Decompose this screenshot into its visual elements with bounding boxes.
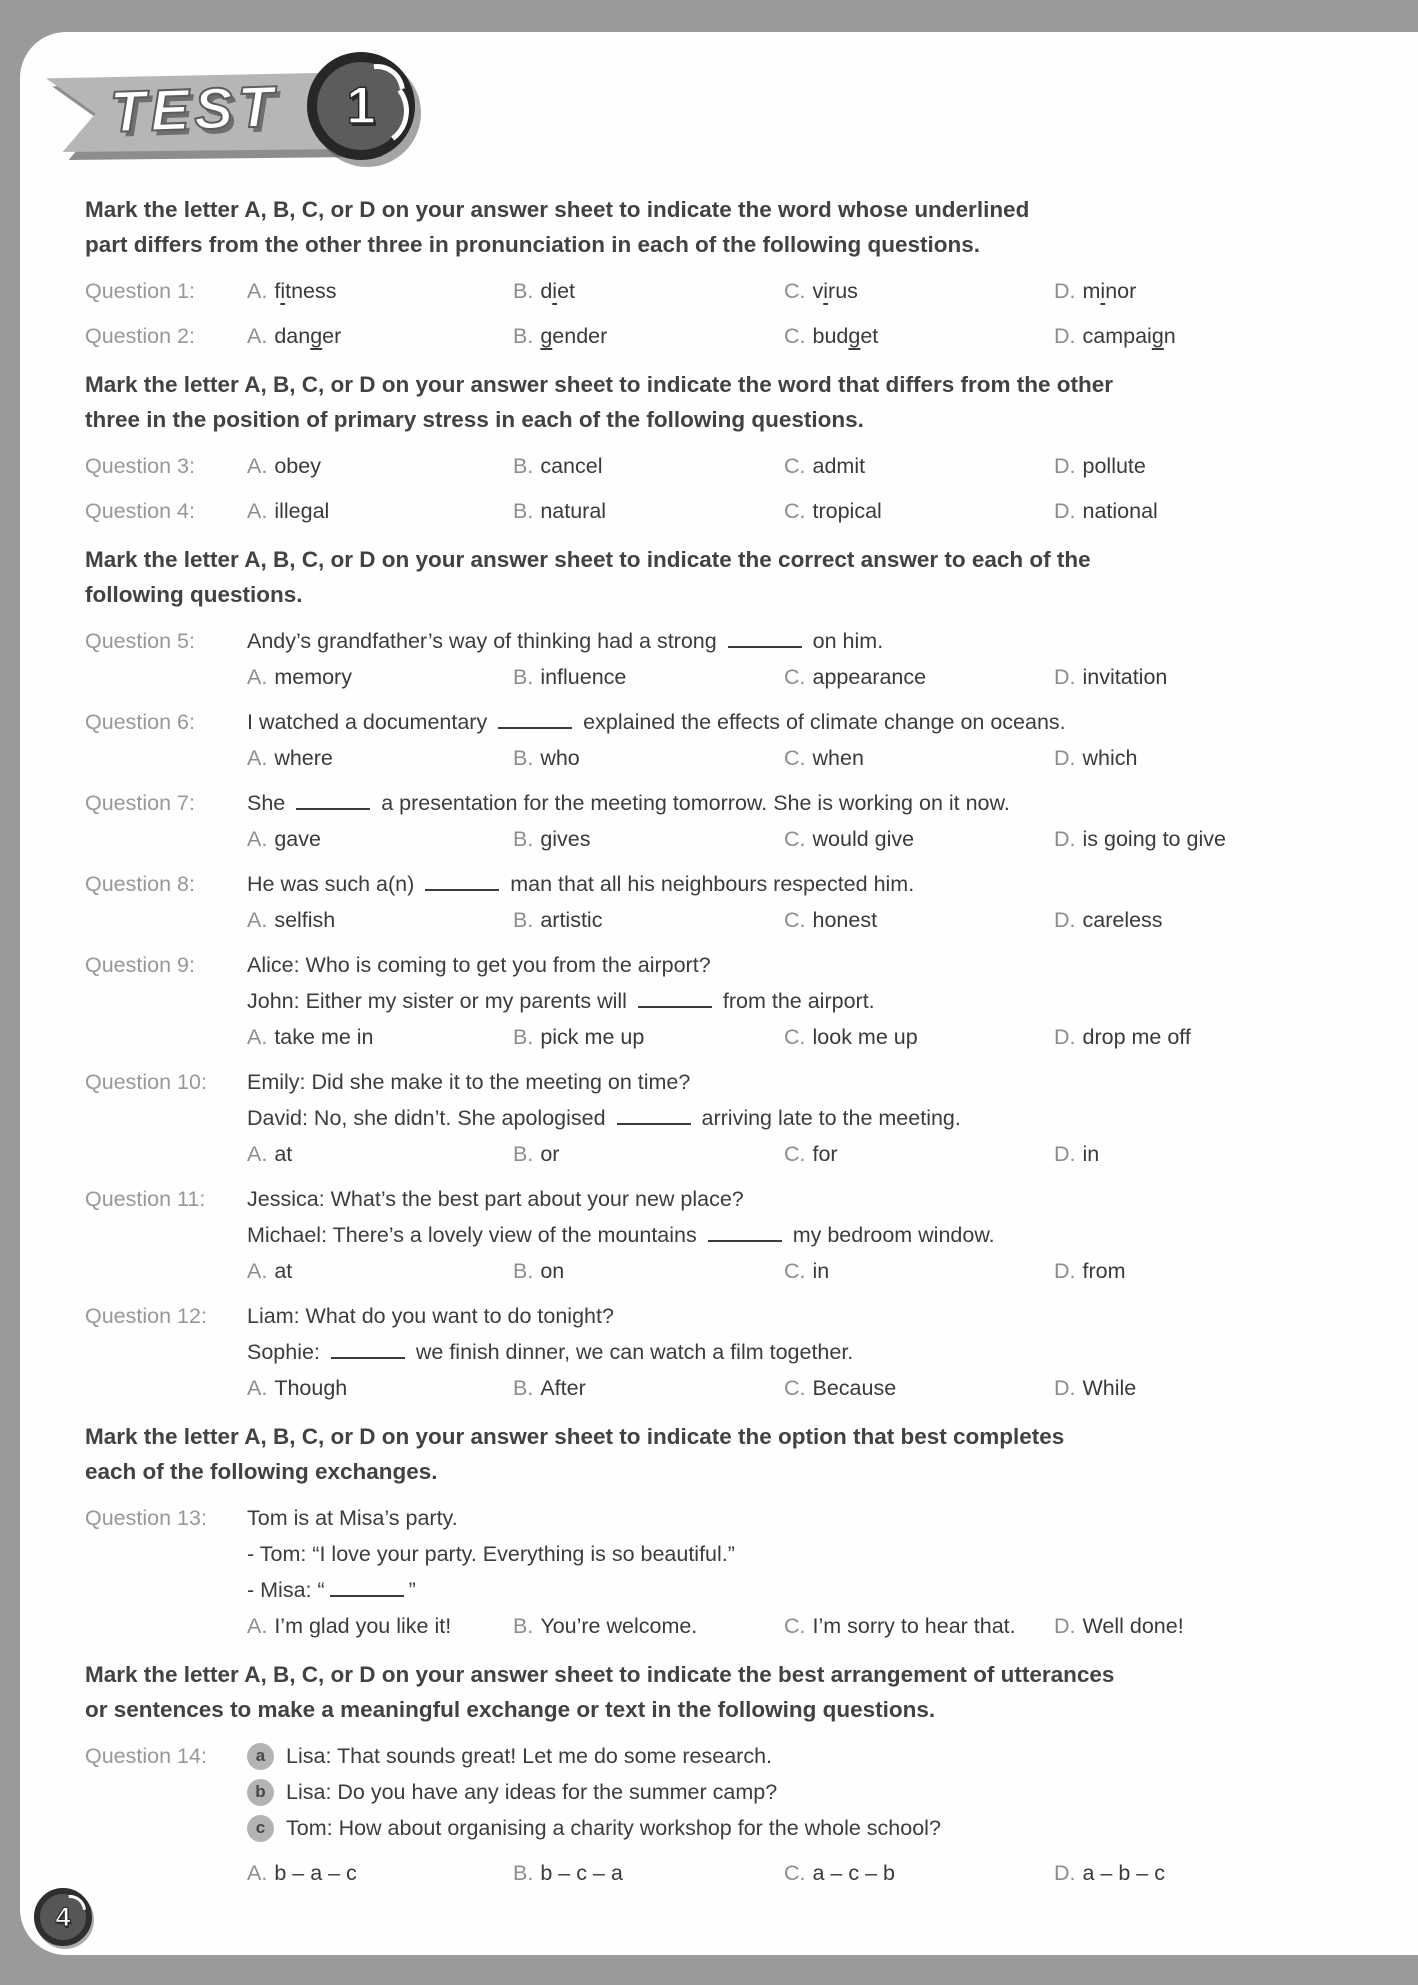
option-a bbox=[247, 448, 513, 484]
item-text: Lisa: That sounds great! Let me do some research. bbox=[286, 1744, 773, 1768]
banner-title: TEST bbox=[108, 74, 280, 145]
option-text: at bbox=[274, 1259, 293, 1283]
option-c bbox=[784, 448, 1054, 484]
option-text: natural bbox=[540, 499, 607, 523]
question-body bbox=[247, 273, 1370, 309]
question-block bbox=[85, 318, 1370, 354]
option-b bbox=[513, 1019, 784, 1055]
option-a bbox=[247, 273, 513, 309]
question-block bbox=[85, 448, 1370, 484]
underlined-letter: i bbox=[1100, 279, 1106, 303]
option-text: You’re welcome. bbox=[540, 1614, 698, 1638]
question-label: Question 4: bbox=[85, 499, 195, 523]
question-label: Question 10: bbox=[85, 1070, 207, 1094]
question-body bbox=[247, 1738, 1370, 1891]
option-letter: C. bbox=[784, 746, 806, 770]
underlined-letter: g bbox=[310, 324, 323, 348]
question-line: He was such a(n) man that all his neighbours respected him. bbox=[247, 872, 915, 896]
option-letter: D. bbox=[1054, 1025, 1076, 1049]
option-b bbox=[513, 740, 784, 776]
question-line: Liam: What do you want to do tonight? bbox=[247, 1304, 614, 1328]
question-label: Question 7: bbox=[85, 791, 195, 815]
option-text: which bbox=[1082, 746, 1138, 770]
question-body bbox=[247, 318, 1370, 354]
option-text: admit bbox=[812, 454, 866, 478]
option-b bbox=[513, 318, 784, 354]
question-block bbox=[85, 1064, 1370, 1172]
option-text: memory bbox=[274, 665, 352, 689]
option-letter: C. bbox=[784, 665, 806, 689]
option-letter: B. bbox=[513, 665, 534, 689]
option-d bbox=[1054, 1253, 1370, 1289]
option-text: honest bbox=[812, 908, 878, 932]
option-text: from bbox=[1082, 1259, 1126, 1283]
option-c bbox=[784, 493, 1054, 529]
question-body bbox=[247, 947, 1370, 1055]
option-letter: A. bbox=[247, 827, 268, 851]
instruction-line: part differs from the other three in pronunciation in each of the following questions. bbox=[85, 232, 981, 257]
options-row bbox=[247, 493, 1370, 529]
answer-blank bbox=[498, 712, 572, 729]
option-a bbox=[247, 1370, 513, 1406]
option-letter: C. bbox=[784, 499, 806, 523]
instruction-line: or sentences to make a meaningful exchange or text in the following questions. bbox=[85, 1697, 936, 1722]
answer-blank bbox=[331, 1342, 405, 1359]
options-row bbox=[247, 1253, 1370, 1289]
option-d bbox=[1054, 493, 1370, 529]
question-label: Question 8: bbox=[85, 872, 195, 896]
option-letter: B. bbox=[513, 1614, 534, 1638]
instruction-line: three in the position of primary stress in each of the following questions. bbox=[85, 407, 864, 432]
option-text: for bbox=[812, 1142, 838, 1166]
option-b bbox=[513, 1370, 784, 1406]
option-d bbox=[1054, 740, 1370, 776]
test-banner bbox=[44, 52, 484, 172]
option-letter: B. bbox=[513, 1259, 534, 1283]
option-letter: A. bbox=[247, 746, 268, 770]
option-a bbox=[247, 1136, 513, 1172]
option-letter: A. bbox=[247, 665, 268, 689]
option-text: tropical bbox=[812, 499, 882, 523]
option-a bbox=[247, 1019, 513, 1055]
question-body bbox=[247, 1298, 1370, 1406]
option-text: careless bbox=[1082, 908, 1163, 932]
option-letter: A. bbox=[247, 454, 268, 478]
option-text: invitation bbox=[1082, 665, 1168, 689]
option-c bbox=[784, 273, 1054, 309]
utterance-item bbox=[247, 1738, 1370, 1774]
underlined-letter: i bbox=[280, 279, 286, 303]
option-a bbox=[247, 1608, 513, 1644]
option-letter: C. bbox=[784, 279, 806, 303]
question-block bbox=[85, 947, 1370, 1055]
instruction-line: Mark the letter A, B, C, or D on your answer sheet to indicate the correct answer to each of the bbox=[85, 547, 1091, 572]
option-letter: B. bbox=[513, 499, 534, 523]
option-c bbox=[784, 740, 1054, 776]
question-label: Question 12: bbox=[85, 1304, 207, 1328]
question-label: Question 6: bbox=[85, 710, 195, 734]
option-text: look me up bbox=[812, 1025, 918, 1049]
option-d bbox=[1054, 448, 1370, 484]
options-row bbox=[247, 448, 1370, 484]
underlined-letter: i bbox=[552, 279, 558, 303]
option-b bbox=[513, 493, 784, 529]
option-letter: D. bbox=[1054, 908, 1076, 932]
question-label: Question 2: bbox=[85, 324, 195, 348]
option-letter: A. bbox=[247, 1376, 268, 1400]
option-letter: C. bbox=[784, 324, 806, 348]
option-text: I’m sorry to hear that. bbox=[812, 1614, 1016, 1638]
options-row bbox=[247, 1019, 1370, 1055]
option-text: budget bbox=[812, 324, 879, 348]
question-body bbox=[247, 704, 1370, 776]
option-d bbox=[1054, 1136, 1370, 1172]
option-letter: B. bbox=[513, 1025, 534, 1049]
answer-blank bbox=[728, 631, 802, 648]
item-text: Tom: How about organising a charity workshop for the whole school? bbox=[286, 1816, 941, 1840]
option-text: would give bbox=[812, 827, 915, 851]
option-letter: B. bbox=[513, 454, 534, 478]
option-letter: A. bbox=[247, 1142, 268, 1166]
option-c bbox=[784, 1136, 1054, 1172]
option-letter: D. bbox=[1054, 1376, 1076, 1400]
utterance-item bbox=[247, 1774, 1370, 1810]
page-card bbox=[20, 32, 1418, 1955]
question-line: - Tom: “I love your party. Everything is so beautiful.” bbox=[247, 1542, 735, 1566]
option-text: drop me off bbox=[1082, 1025, 1191, 1049]
question-block bbox=[85, 1298, 1370, 1406]
options-row bbox=[247, 1136, 1370, 1172]
option-text: at bbox=[274, 1142, 293, 1166]
option-letter: D. bbox=[1054, 324, 1076, 348]
option-letter: B. bbox=[513, 908, 534, 932]
option-letter: D. bbox=[1054, 665, 1076, 689]
item-text: Lisa: Do you have any ideas for the summer camp? bbox=[286, 1780, 778, 1804]
question-block bbox=[85, 866, 1370, 938]
option-text: influence bbox=[540, 665, 627, 689]
option-text: gender bbox=[540, 324, 608, 348]
option-letter: A. bbox=[247, 324, 268, 348]
option-text: when bbox=[812, 746, 864, 770]
options-row bbox=[247, 1855, 1370, 1891]
question-body bbox=[247, 1500, 1370, 1644]
option-d bbox=[1054, 659, 1370, 695]
option-letter: D. bbox=[1054, 454, 1076, 478]
option-letter: D. bbox=[1054, 1259, 1076, 1283]
page-number-badge bbox=[34, 1888, 92, 1946]
question-label: Question 11: bbox=[85, 1187, 206, 1211]
test-number-badge bbox=[307, 52, 415, 160]
instruction-line: Mark the letter A, B, C, or D on your answer sheet to indicate the word that differs from the other bbox=[85, 372, 1114, 397]
instruction-line: Mark the letter A, B, C, or D on your answer sheet to indicate the word whose underlined bbox=[85, 197, 1030, 222]
option-a bbox=[247, 1855, 513, 1891]
option-b bbox=[513, 273, 784, 309]
question-line: John: Either my sister or my parents will from the airport. bbox=[247, 989, 875, 1013]
option-letter: B. bbox=[513, 1861, 534, 1885]
option-b bbox=[513, 1136, 784, 1172]
option-letter: D. bbox=[1054, 746, 1076, 770]
question-label: Question 13: bbox=[85, 1506, 207, 1530]
option-letter: C. bbox=[784, 454, 806, 478]
option-letter: B. bbox=[513, 827, 534, 851]
option-text: national bbox=[1082, 499, 1158, 523]
option-text: a – c – b bbox=[812, 1861, 895, 1885]
option-letter: D. bbox=[1054, 1861, 1076, 1885]
option-text: pollute bbox=[1082, 454, 1146, 478]
question-label: Question 9: bbox=[85, 953, 195, 977]
instruction-block bbox=[85, 542, 1370, 612]
option-b bbox=[513, 902, 784, 938]
option-letter: B. bbox=[513, 279, 534, 303]
option-text: gives bbox=[540, 827, 591, 851]
option-text: After bbox=[540, 1376, 586, 1400]
option-b bbox=[513, 821, 784, 857]
options-row bbox=[247, 1608, 1370, 1644]
option-letter: D. bbox=[1054, 1614, 1076, 1638]
question-body bbox=[247, 785, 1370, 857]
question-block bbox=[85, 493, 1370, 529]
instruction-block bbox=[85, 367, 1370, 437]
option-letter: C. bbox=[784, 827, 806, 851]
question-line: Sophie: we finish dinner, we can watch a film together. bbox=[247, 1340, 854, 1364]
options-row bbox=[247, 318, 1370, 354]
option-a bbox=[247, 821, 513, 857]
option-text: campaign bbox=[1082, 324, 1176, 348]
question-label: Question 5: bbox=[85, 629, 195, 653]
option-text: b – a – c bbox=[274, 1861, 357, 1885]
question-body bbox=[247, 448, 1370, 484]
option-text: where bbox=[274, 746, 333, 770]
question-block bbox=[85, 1500, 1370, 1644]
option-letter: C. bbox=[784, 1259, 806, 1283]
question-block bbox=[85, 785, 1370, 857]
option-letter: A. bbox=[247, 908, 268, 932]
option-text: Because bbox=[812, 1376, 897, 1400]
underlined-letter: i bbox=[823, 279, 829, 303]
option-letter: D. bbox=[1054, 827, 1076, 851]
option-letter: A. bbox=[247, 1025, 268, 1049]
answer-blank bbox=[330, 1580, 404, 1597]
option-text: on bbox=[540, 1259, 565, 1283]
question-line: Emily: Did she make it to the meeting on time? bbox=[247, 1070, 691, 1094]
option-text: b – c – a bbox=[540, 1861, 623, 1885]
option-letter: D. bbox=[1054, 279, 1076, 303]
option-letter: A. bbox=[247, 1861, 268, 1885]
option-c bbox=[784, 1019, 1054, 1055]
options-row bbox=[247, 902, 1370, 938]
item-chip-b: b bbox=[247, 1779, 274, 1806]
option-d bbox=[1054, 821, 1370, 857]
instruction-line: Mark the letter A, B, C, or D on your answer sheet to indicate the best arrangement of utterances bbox=[85, 1662, 1115, 1687]
option-c bbox=[784, 821, 1054, 857]
option-text: Well done! bbox=[1082, 1614, 1184, 1638]
page-number: 4 bbox=[55, 1901, 71, 1932]
question-line: David: No, she didn’t. She apologised arriving late to the meeting. bbox=[247, 1106, 961, 1130]
option-letter: C. bbox=[784, 1861, 806, 1885]
question-label: Question 3: bbox=[85, 454, 195, 478]
question-body bbox=[247, 866, 1370, 938]
utterance-item bbox=[247, 1810, 1370, 1846]
option-text: diet bbox=[540, 279, 576, 303]
option-d bbox=[1054, 1855, 1370, 1891]
option-letter: A. bbox=[247, 499, 268, 523]
question-body bbox=[247, 1064, 1370, 1172]
question-line: I watched a documentary explained the effects of climate change on oceans. bbox=[247, 710, 1066, 734]
option-text: is going to give bbox=[1082, 827, 1226, 851]
option-text: illegal bbox=[274, 499, 330, 523]
underlined-letter: g bbox=[1151, 324, 1164, 348]
option-text: minor bbox=[1082, 279, 1137, 303]
option-text: pick me up bbox=[540, 1025, 645, 1049]
option-text: Though bbox=[274, 1376, 348, 1400]
option-text: obey bbox=[274, 454, 321, 478]
option-letter: A. bbox=[247, 1259, 268, 1283]
item-chip-c: c bbox=[247, 1815, 274, 1842]
content bbox=[85, 192, 1370, 1900]
option-b bbox=[513, 448, 784, 484]
options-row bbox=[247, 740, 1370, 776]
options-row bbox=[247, 821, 1370, 857]
option-a bbox=[247, 493, 513, 529]
option-text: or bbox=[540, 1142, 560, 1166]
instruction-line: each of the following exchanges. bbox=[85, 1459, 438, 1484]
option-d bbox=[1054, 1608, 1370, 1644]
question-line: She a presentation for the meeting tomorrow. She is working on it now. bbox=[247, 791, 1010, 815]
test-number: 1 bbox=[346, 77, 376, 135]
option-letter: C. bbox=[784, 1376, 806, 1400]
option-letter: A. bbox=[247, 1614, 268, 1638]
option-b bbox=[513, 1608, 784, 1644]
question-block bbox=[85, 273, 1370, 309]
option-text: cancel bbox=[540, 454, 603, 478]
option-text: selfish bbox=[274, 908, 336, 932]
instruction-line: Mark the letter A, B, C, or D on your answer sheet to indicate the option that best completes bbox=[85, 1424, 1065, 1449]
option-c bbox=[784, 902, 1054, 938]
option-a bbox=[247, 902, 513, 938]
answer-blank bbox=[296, 793, 370, 810]
option-letter: C. bbox=[784, 1142, 806, 1166]
question-line: Tom is at Misa’s party. bbox=[247, 1506, 458, 1530]
option-b bbox=[513, 1855, 784, 1891]
option-letter: C. bbox=[784, 1025, 806, 1049]
question-block bbox=[85, 704, 1370, 776]
underlined-letter: g bbox=[848, 324, 861, 348]
option-a bbox=[247, 1253, 513, 1289]
option-letter: D. bbox=[1054, 1142, 1076, 1166]
option-c bbox=[784, 659, 1054, 695]
option-letter: C. bbox=[784, 908, 806, 932]
option-letter: B. bbox=[513, 746, 534, 770]
option-text: I’m glad you like it! bbox=[274, 1614, 452, 1638]
option-a bbox=[247, 659, 513, 695]
question-block bbox=[85, 1181, 1370, 1289]
options-row bbox=[247, 659, 1370, 695]
option-text: fitness bbox=[274, 279, 337, 303]
option-text: take me in bbox=[274, 1025, 374, 1049]
option-letter: C. bbox=[784, 1614, 806, 1638]
question-body bbox=[247, 623, 1370, 695]
option-a bbox=[247, 318, 513, 354]
question-block bbox=[85, 623, 1370, 695]
question-line: Jessica: What’s the best part about your new place? bbox=[247, 1187, 744, 1211]
option-c bbox=[784, 1608, 1054, 1644]
option-text: danger bbox=[274, 324, 342, 348]
option-text: in bbox=[1082, 1142, 1100, 1166]
option-letter: B. bbox=[513, 1376, 534, 1400]
answer-blank bbox=[638, 991, 712, 1008]
option-d bbox=[1054, 1019, 1370, 1055]
option-b bbox=[513, 659, 784, 695]
option-b bbox=[513, 1253, 784, 1289]
question-line: Alice: Who is coming to get you from the airport? bbox=[247, 953, 711, 977]
option-text: gave bbox=[274, 827, 321, 851]
option-c bbox=[784, 318, 1054, 354]
option-text: artistic bbox=[540, 908, 603, 932]
instruction-block bbox=[85, 1419, 1370, 1489]
answer-blank bbox=[708, 1225, 782, 1242]
question-line: Andy’s grandfather’s way of thinking had a strong on him. bbox=[247, 629, 884, 653]
question-block bbox=[85, 1738, 1370, 1891]
option-c bbox=[784, 1253, 1054, 1289]
option-text: a – b – c bbox=[1082, 1861, 1165, 1885]
answer-blank bbox=[425, 874, 499, 891]
option-d bbox=[1054, 902, 1370, 938]
instruction-block bbox=[85, 192, 1370, 262]
option-letter: B. bbox=[513, 1142, 534, 1166]
question-label: Question 14: bbox=[85, 1744, 207, 1768]
option-d bbox=[1054, 273, 1370, 309]
question-label: Question 1: bbox=[85, 279, 195, 303]
option-text: in bbox=[812, 1259, 830, 1283]
option-d bbox=[1054, 1370, 1370, 1406]
item-chip-a: a bbox=[247, 1743, 274, 1770]
option-letter: B. bbox=[513, 324, 534, 348]
option-text: While bbox=[1082, 1376, 1137, 1400]
option-text: who bbox=[540, 746, 580, 770]
instruction-line: following questions. bbox=[85, 582, 303, 607]
instruction-block bbox=[85, 1657, 1370, 1727]
options-row bbox=[247, 273, 1370, 309]
option-a bbox=[247, 740, 513, 776]
option-d bbox=[1054, 318, 1370, 354]
underlined-letter: g bbox=[540, 324, 553, 348]
option-c bbox=[784, 1370, 1054, 1406]
question-body bbox=[247, 493, 1370, 529]
option-letter: D. bbox=[1054, 499, 1076, 523]
question-body bbox=[247, 1181, 1370, 1289]
option-c bbox=[784, 1855, 1054, 1891]
option-text: appearance bbox=[812, 665, 927, 689]
option-text: virus bbox=[812, 279, 858, 303]
option-letter: A. bbox=[247, 279, 268, 303]
answer-blank bbox=[617, 1108, 691, 1125]
question-line: Michael: There’s a lovely view of the mountains my bedroom window. bbox=[247, 1223, 995, 1247]
question-line: - Misa: “ ” bbox=[247, 1578, 416, 1602]
options-row bbox=[247, 1370, 1370, 1406]
